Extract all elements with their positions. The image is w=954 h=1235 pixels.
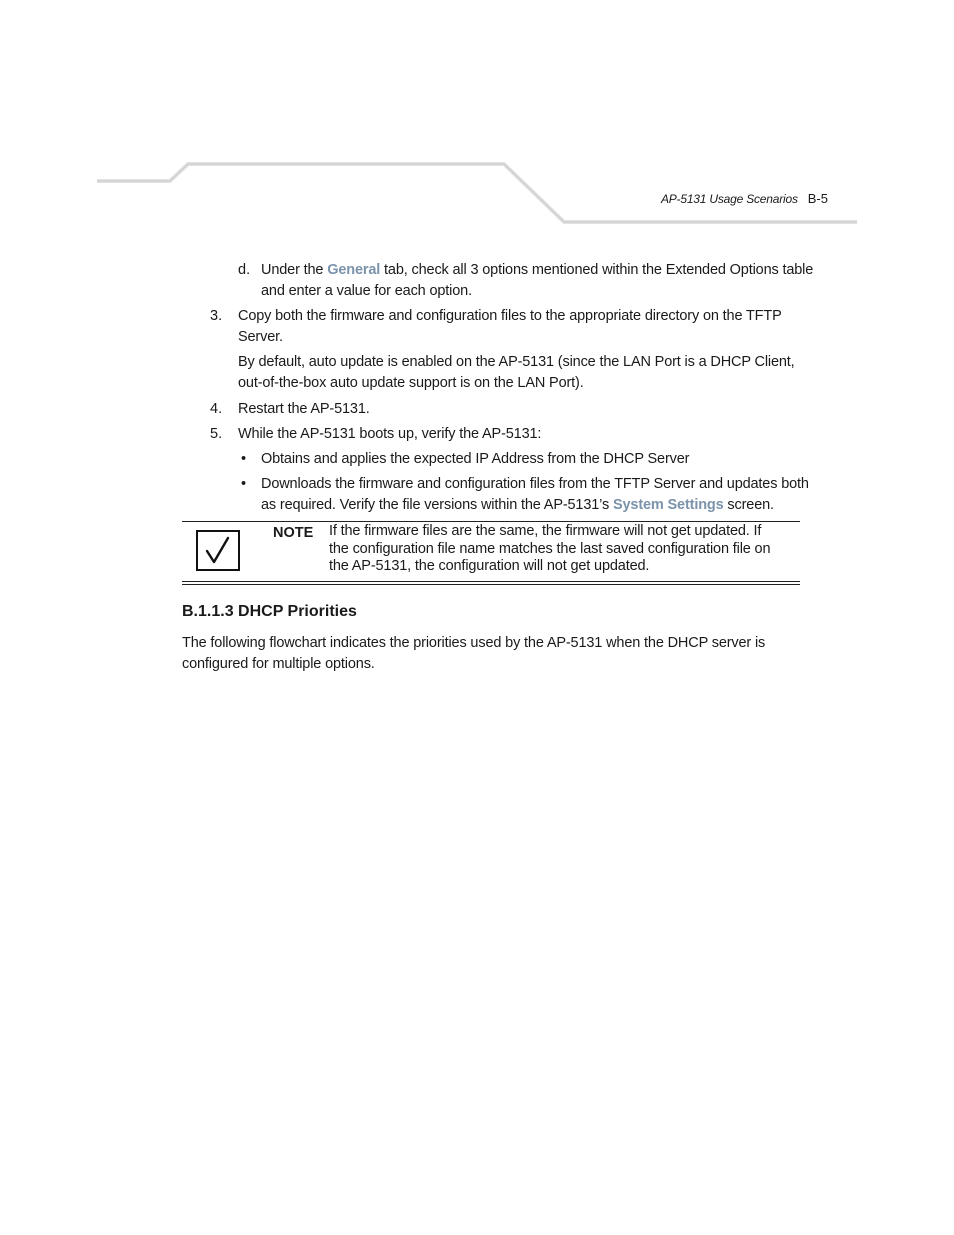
running-header [600,191,828,206]
page-number: B-5 [807,191,828,206]
step-d-text [261,260,813,302]
step-d-line1-post: tab, check all 3 options mentioned within the Extended Options table [380,262,814,278]
general-tab-link: General [327,262,381,278]
running-title: AP-5131 Usage Scenarios [660,192,798,206]
step-4-text: Restart the AP-5131. [238,401,370,417]
note-bottom-rule-1 [182,581,800,582]
default-line2: out-of-the-box auto update support is on the LAN Port). [238,375,584,391]
section-line1: The following flowchart indicates the priorities used by the AP-5131 when the DHCP server is [182,635,766,651]
bullet-1-text: Obtains and applies the expected IP Address from the DHCP Server [261,451,690,467]
note-line2: the configuration file name matches the last saved configuration file on [329,540,771,557]
section-paragraph [182,633,765,675]
step-d-marker: d. [238,262,251,278]
note-text [329,523,770,576]
default-line1: By default, auto update is enabled on the AP-5131 (since the LAN Port is a DHCP Client, [238,354,795,370]
note-bottom-rule-2 [182,584,800,585]
checkmark-icon [198,532,238,569]
note-top-rule [182,521,800,522]
step-3-line2: Server. [238,329,283,345]
system-settings-link: System Settings [612,497,724,513]
note-label: NOTE [273,525,314,541]
step-4-marker: 4. [210,401,223,417]
step-d-line2: and enter a value for each option. [261,283,472,299]
step-5-text: While the AP-5131 boots up, verify the AP-5131: [238,426,542,442]
step-5-marker: 5. [210,426,223,442]
bullet-1-marker: • [241,451,247,467]
bullet-2-line2-post: screen. [723,497,774,513]
step-d-line1-pre: Under the [261,262,328,278]
bullet-2-marker: • [241,476,247,492]
step-3-text [238,306,782,348]
bullet-2-line1: Downloads the firmware and configuration files from the TFTP Server and updates both [261,476,809,492]
bullet-2-line2-pre: as required. Verify the file versions within the AP-5131’s [261,497,613,513]
step-3-line1: Copy both the firmware and configuration files to the appropriate directory on the TFTP [238,308,782,324]
note-line1: If the firmware files are the same, the firmware will not get updated. If [329,523,762,539]
default-paragraph [238,352,795,394]
bullet-2-text [261,474,809,516]
note-line3: the AP-5131, the configuration will not get updated. [329,558,650,574]
section-line2: configured for multiple options. [182,656,375,672]
section-heading: B.1.1.3 DHCP Priorities [182,603,357,620]
step-3-marker: 3. [210,308,223,324]
note-checkmark-box [196,530,240,571]
